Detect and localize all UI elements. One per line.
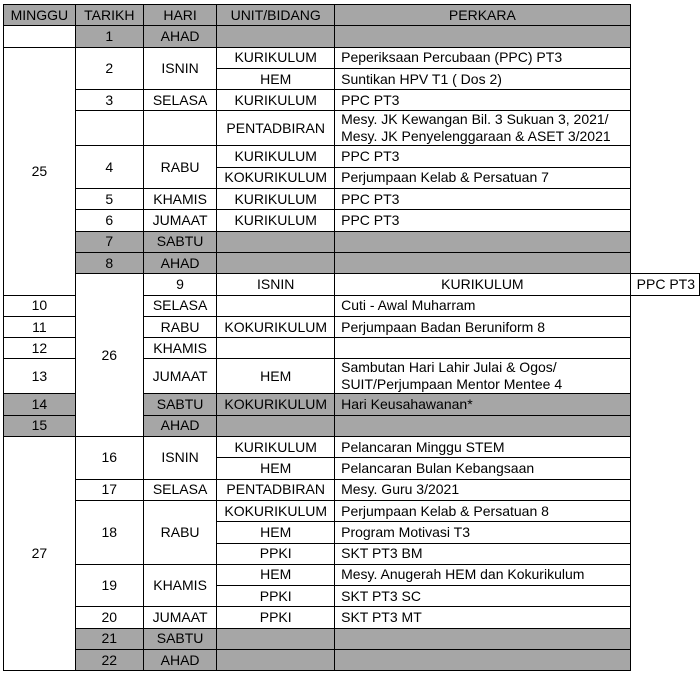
unit-cell: PENTADBIRAN [217,111,335,146]
hari-cell: SABTU [143,231,216,252]
tarikh-cell: 22 [75,650,143,671]
table-row [4,274,700,295]
perkara-cell: Sambutan Hari Lahir Julai & Ogos/ SUIT/Perjumpaan Mentor Mentee 4 [335,359,631,394]
perkara-cell: Mesy. JK Kewangan Bil. 3 Sukuan 3, 2021/ Mesy. JK Penyelenggaraan & ASET 3/2021 [335,111,631,146]
hari-cell: ISNIN [217,274,335,295]
unit-cell: PPKI [217,586,335,607]
unit-cell: KOKURIKULUM [217,316,335,337]
tarikh-cell: 10 [4,295,76,316]
hari-cell: RABU [143,500,216,564]
perkara-cell: Perjumpaan Kelab & Persatuan 7 [335,167,631,188]
table-row [4,628,700,649]
unit-cell: KURIKULUM [217,210,335,231]
hari-cell: ISNIN [143,437,216,480]
perkara-cell: Mesy. Guru 3/2021 [335,479,631,500]
header-row [4,5,700,26]
hari-cell: RABU [143,146,216,189]
tarikh-cell: 21 [75,628,143,649]
unit-cell: HEM [217,359,335,394]
hari-cell: SABTU [143,394,216,415]
perkara-cell: SKT PT3 BM [335,543,631,564]
unit-cell: KOKURIKULUM [217,394,335,415]
hari-cell: SELASA [143,90,216,111]
hari-cell: SELASA [143,295,216,316]
week-cell: 26 [75,274,143,437]
hari-cell: KHAMIS [143,189,216,210]
hari-cell: SELASA [143,479,216,500]
unit-cell [217,650,335,671]
hari-cell: SABTU [143,628,216,649]
unit-cell: HEM [217,68,335,89]
tarikh-cell: 2 [75,47,143,90]
perkara-cell [335,231,631,252]
tarikh-cell: 15 [4,415,76,436]
table-row [4,607,700,628]
tarikh-cell: 19 [75,564,143,607]
perkara-cell: Mesy. Anugerah HEM dan Kokurikulum [335,564,631,585]
hari-cell: AHAD [143,26,216,47]
perkara-cell: Cuti - Awal Muharram [335,295,631,316]
unit-cell [217,295,335,316]
unit-cell [217,231,335,252]
tarikh-cell: 14 [4,394,76,415]
unit-cell [217,26,335,47]
header-minggu: MINGGU [4,5,76,26]
unit-cell: KURIKULUM [217,189,335,210]
table-row [4,189,700,210]
table-row [4,437,700,458]
hari-cell: JUMAAT [143,210,216,231]
perkara-cell: Perjumpaan Kelab & Persatuan 8 [335,500,631,521]
perkara-cell: Peperiksaan Percubaan (PPC) PT3 [335,47,631,68]
table-row [4,252,700,273]
hari-cell: KHAMIS [143,564,216,607]
unit-cell: KURIKULUM [217,146,335,167]
perkara-cell: PPC PT3 [335,189,631,210]
tarikh-cell: 1 [75,26,143,47]
unit-cell: KURIKULUM [217,437,335,458]
perkara-cell: PPC PT3 [630,274,699,295]
table-row [4,479,700,500]
unit-cell [217,252,335,273]
schedule-table [3,4,700,671]
unit-cell: KURIKULUM [217,47,335,68]
tarikh-cell: 13 [4,359,76,394]
tarikh-cell: 16 [75,437,143,480]
week-cell: 27 [4,437,76,671]
perkara-cell [335,26,631,47]
unit-cell [217,415,335,436]
perkara-cell [335,415,631,436]
tarikh-cell: 3 [75,90,143,111]
perkara-cell [335,650,631,671]
tarikh-cell: 11 [4,316,76,337]
tarikh-cell: 6 [75,210,143,231]
table-row [4,500,700,521]
tarikh-cell: 20 [75,607,143,628]
unit-cell: HEM [217,458,335,479]
perkara-cell: PPC PT3 [335,90,631,111]
table-row [4,90,700,111]
table-row [4,564,700,585]
hari-cell: KHAMIS [143,338,216,359]
perkara-cell: Suntikan HPV T1 ( Dos 2) [335,68,631,89]
unit-cell: KOKURIKULUM [217,167,335,188]
tarikh-cell: 8 [75,252,143,273]
unit-cell [217,338,335,359]
tarikh-cell: 9 [143,274,216,295]
tarikh-cell [75,111,143,146]
hari-cell: AHAD [143,650,216,671]
perkara-cell: Hari Keusahawanan* [335,394,631,415]
hari-cell [143,111,216,146]
header-unit: UNIT/BIDANG [217,5,335,26]
perkara-cell: SKT PT3 SC [335,586,631,607]
hari-cell: JUMAAT [143,607,216,628]
table-row [4,210,700,231]
unit-cell: HEM [217,522,335,543]
unit-cell: PPKI [217,607,335,628]
perkara-cell: Perjumpaan Badan Beruniform 8 [335,316,631,337]
tarikh-cell: 17 [75,479,143,500]
perkara-cell [335,628,631,649]
table-row [4,26,700,47]
table-row [4,650,700,671]
hari-cell: RABU [143,316,216,337]
header-tarikh: TARIKH [75,5,143,26]
perkara-cell: Pelancaran Minggu STEM [335,437,631,458]
table-row [4,231,700,252]
tarikh-cell: 5 [75,189,143,210]
tarikh-cell: 4 [75,146,143,189]
perkara-cell: PPC PT3 [335,146,631,167]
unit-cell [217,628,335,649]
unit-cell: KURIKULUM [217,90,335,111]
tarikh-cell: 7 [75,231,143,252]
perkara-cell [335,252,631,273]
perkara-cell: Pelancaran Bulan Kebangsaan [335,458,631,479]
hari-cell: AHAD [143,252,216,273]
header-perkara: PERKARA [335,5,631,26]
tarikh-cell: 18 [75,500,143,564]
table-row [4,146,700,167]
week-cell: 25 [4,47,76,295]
hari-cell: ISNIN [143,47,216,90]
perkara-cell: SKT PT3 MT [335,607,631,628]
week-cell [4,26,76,47]
perkara-cell [335,338,631,359]
tarikh-cell: 12 [4,338,76,359]
unit-cell: PPKI [217,543,335,564]
unit-cell: KURIKULUM [335,274,631,295]
header-hari: HARI [143,5,216,26]
perkara-cell: PPC PT3 [335,210,631,231]
table-row [4,47,700,68]
perkara-cell: Program Motivasi T3 [335,522,631,543]
hari-cell: AHAD [143,415,216,436]
unit-cell: PENTADBIRAN [217,479,335,500]
unit-cell: HEM [217,564,335,585]
hari-cell: JUMAAT [143,359,216,394]
unit-cell: KOKURIKULUM [217,500,335,521]
